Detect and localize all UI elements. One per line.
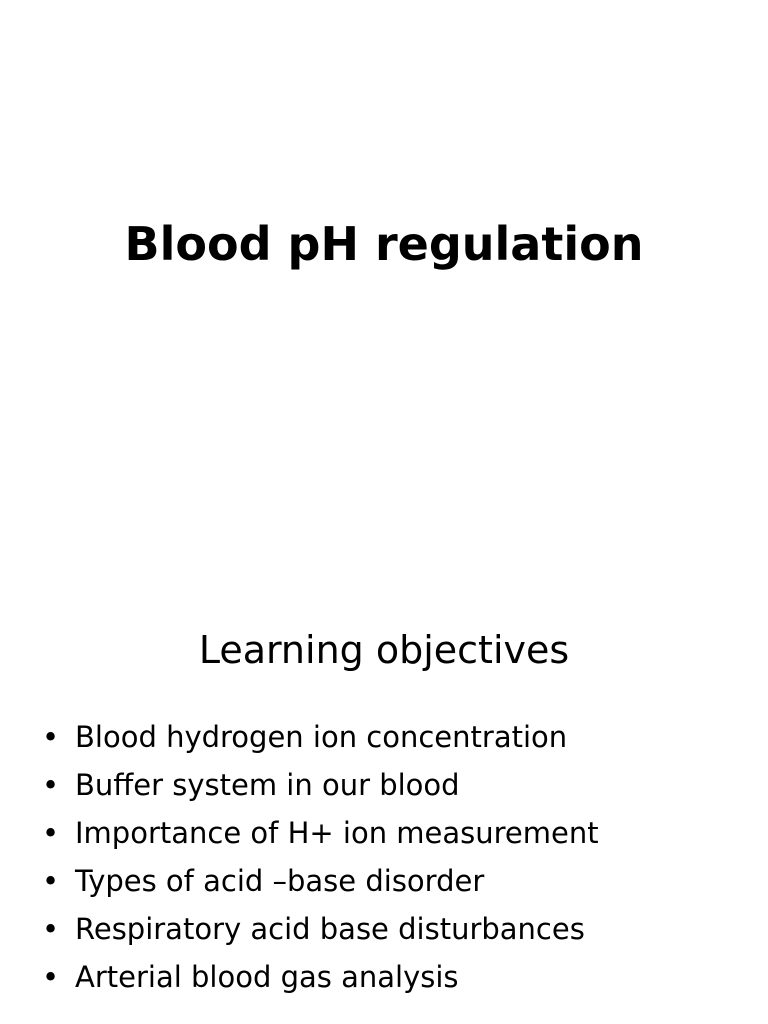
objectives-heading: Learning objectives bbox=[198, 628, 570, 672]
bullet-icon: • bbox=[42, 960, 60, 994]
slide-title: Blood pH regulation bbox=[124, 217, 644, 271]
list-item bbox=[42, 857, 742, 905]
bullet-icon: • bbox=[42, 912, 60, 946]
list-item bbox=[42, 713, 742, 761]
list-item bbox=[42, 953, 742, 1001]
objectives-list bbox=[42, 713, 742, 1001]
list-item bbox=[42, 761, 742, 809]
bullet-icon: • bbox=[42, 720, 60, 754]
list-item-text: Arterial blood gas analysis bbox=[75, 960, 459, 994]
list-item-text: Buffer system in our blood bbox=[75, 768, 460, 802]
list-item-text: Respiratory acid base disturbances bbox=[75, 912, 585, 946]
bullet-icon: • bbox=[42, 864, 60, 898]
list-item bbox=[42, 905, 742, 953]
bullet-icon: • bbox=[42, 816, 60, 850]
list-item bbox=[42, 809, 742, 857]
list-item-text: Blood hydrogen ion concentration bbox=[75, 720, 568, 754]
list-item-text: Types of acid –base disorder bbox=[75, 864, 485, 898]
bullet-icon: • bbox=[42, 768, 60, 802]
list-item-text: Importance of H+ ion measurement bbox=[75, 816, 599, 850]
